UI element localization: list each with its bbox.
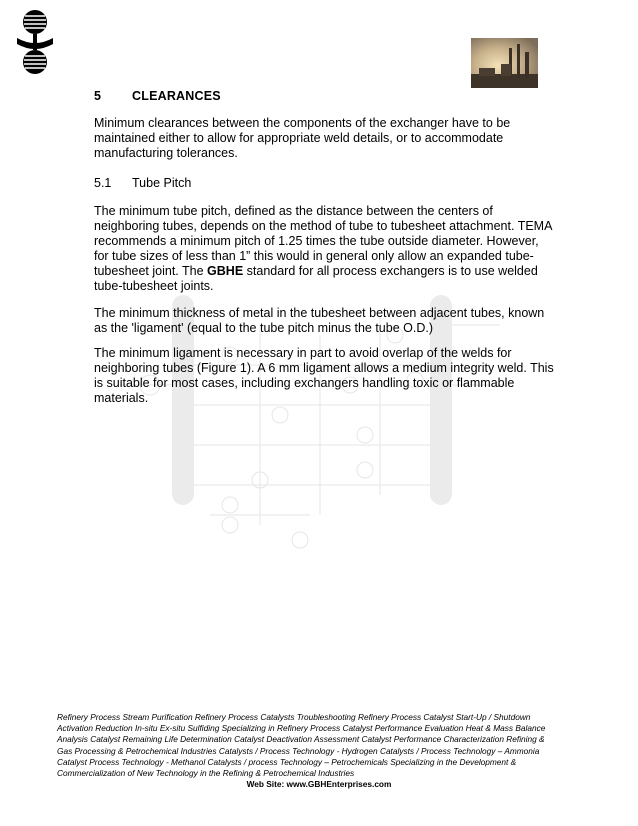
tube-pitch-text-before: The minimum tube pitch, defined as the distance between the centers of neighboring tubes, depends on the method of tube to tubesheet attachment. TEMA recommends a minimum pitch of 1.25 times the tube outside diameter. However, for tube sizes of less than 1” this would in general only allow an expanded tube-tubesheet joint. The <box>94 204 552 278</box>
subsection-heading <box>94 176 191 190</box>
gbhe-bold-text: GBHE <box>207 264 244 278</box>
tube-pitch-paragraph <box>94 204 554 294</box>
intro-paragraph: Minimum clearances between the components of the exchanger have to be maintained either to allow for appropriate weld details, or to accommodate manufacturing tolerances. <box>94 116 511 160</box>
section-heading <box>94 89 221 103</box>
footer-services-text: Refinery Process Stream Purification Refinery Process Catalysts Troubleshooting Refinery Process Catalyst Start-Up / Shutdown Activation Reduction In-situ Ex-situ Sulfiding Specializing in Refinery Process Catalyst Performance Evaluation Heat & Mass Balance Analysis Catalyst Remaining Life Determination Catalyst Deactivation Assessment Catalyst Performance Characterization Refining & Gas Processing & Petrochemical Industries Catalysts / Process Technology - Hydrogen Catalysts / Process Technology – Ammonia Catalyst Process Technology - Methanol Catalysts / process Technology – Petrochemicals Specializing in the Development & Commercialization of New Technology in the Refining & Petrochemical Industries <box>57 712 546 779</box>
website-link[interactable]: Web Site: www.GBHEnterprises.com <box>246 779 392 789</box>
ligament-thickness-paragraph: The minimum thickness of metal in the tubesheet between adjacent tubes, known as the 'ligament' (equal to the tube pitch minus the tube O.D.) <box>94 306 545 335</box>
section-number: 5 <box>94 89 102 103</box>
subsection-number: 5.1 <box>94 176 112 190</box>
section-title: CLEARANCES <box>132 89 221 103</box>
ligament-minimum-paragraph: The minimum ligament is necessary in part to avoid overlap of the welds for neighboring tubes (Figure 1). A 6 mm ligament allows a medium integrity weld. This is suitable for most cases, including exchangers handling toxic or flammable materials. <box>94 346 554 405</box>
company-logo-icon <box>13 8 57 76</box>
refinery-photo <box>471 38 538 88</box>
subsection-title: Tube Pitch <box>132 176 192 190</box>
tube-pitch-text-after: standard for all process exchangers is to use welded tube-tubesheet joints. <box>94 264 538 293</box>
